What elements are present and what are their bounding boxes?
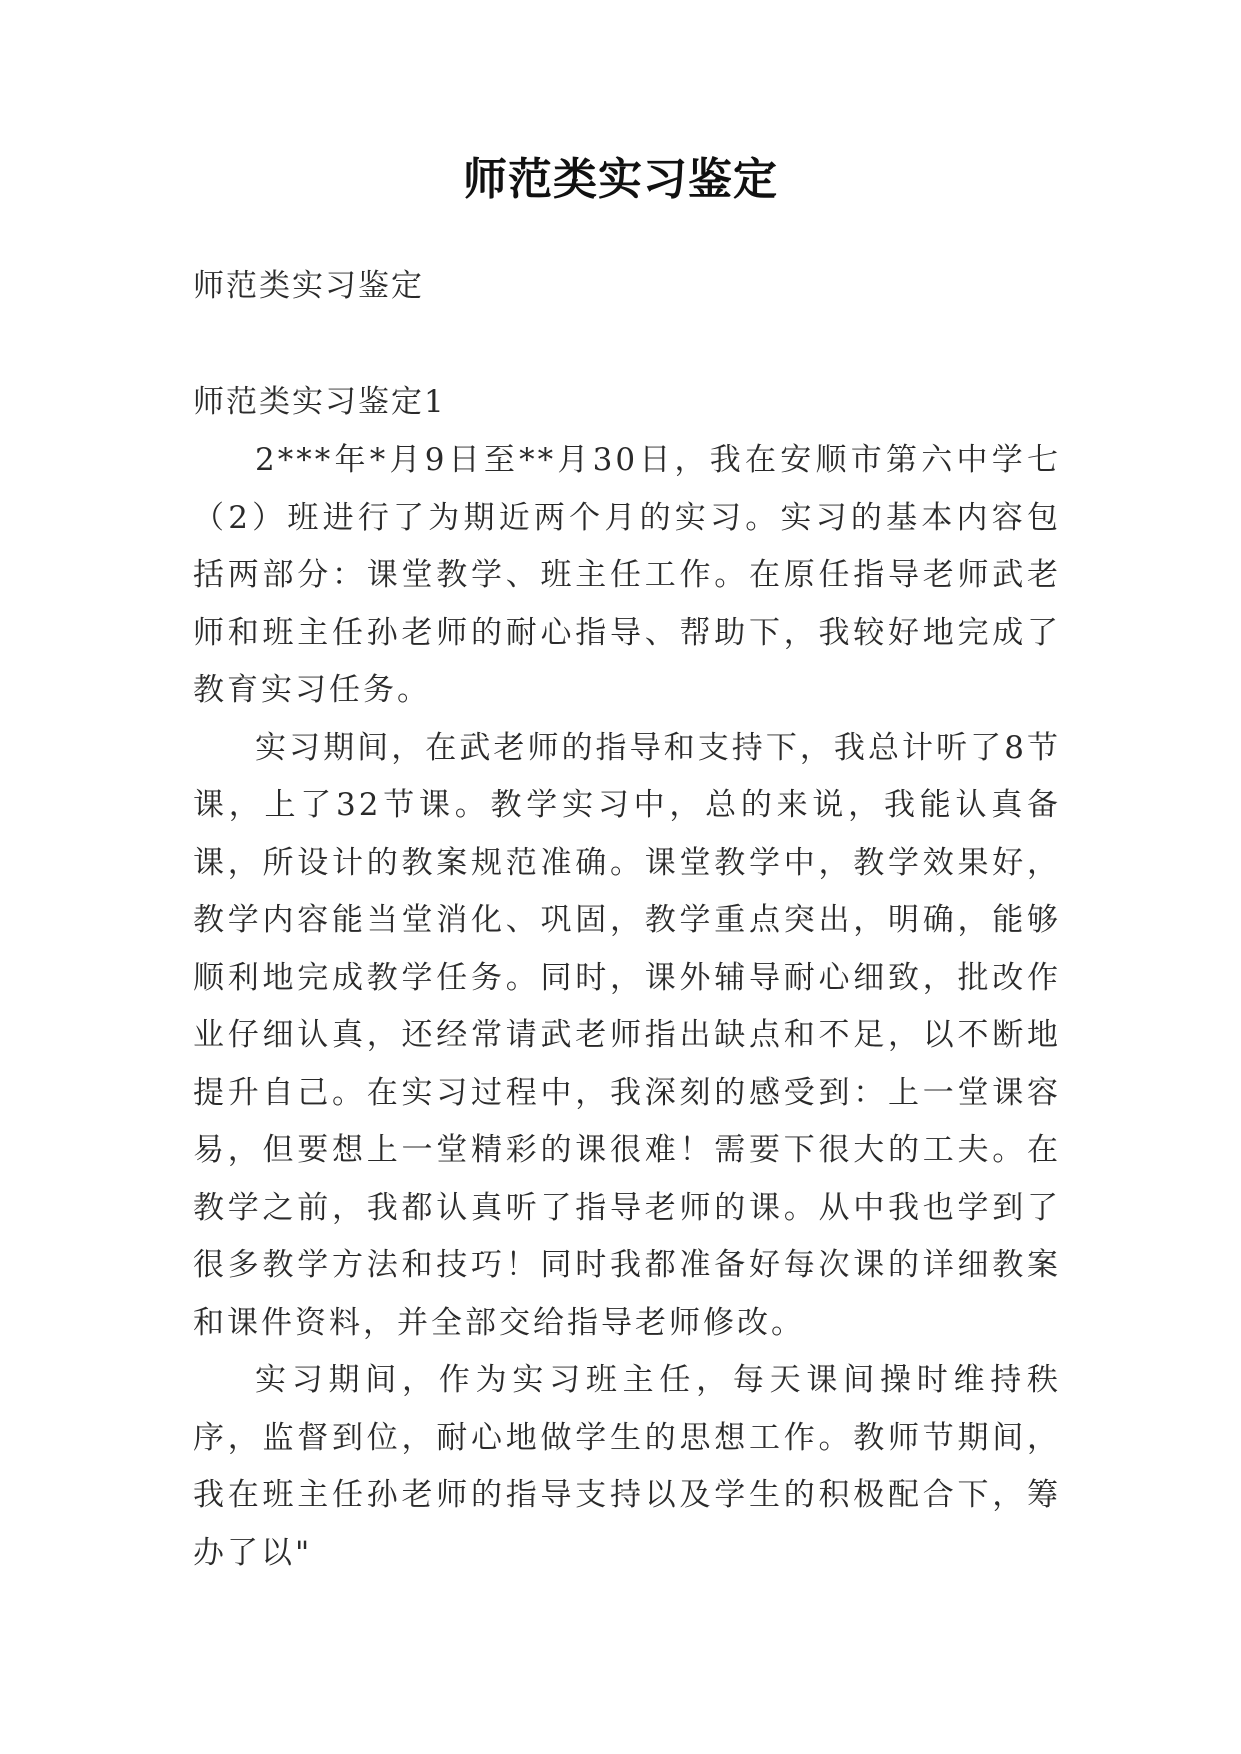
paragraph-3: 实习期间，作为实习班主任，每天课间操时维持秩序，监督到位，耐心地做学生的思想工作。教师节期间，我在班主任孙老师的指导支持以及学生的积极配合下，筹办了以": [193, 1362, 1061, 1571]
section-heading: 师范类实习鉴定1: [193, 384, 446, 420]
document-body: [193, 256, 1061, 1582]
document-subtitle: 师范类实习鉴定: [193, 268, 424, 304]
paragraph-1: 2***年*月9日至**月30日，我在安顺市第六中学七（2）班进行了为期近两个月的实习。实习的基本内容包括两部分：课堂教学、班主任工作。在原任指导老师武老师和班主任孙老师的耐心指导、帮助下，我较好地完成了教育实习任务。: [193, 442, 1061, 708]
paragraph-2: 实习期间，在武老师的指导和支持下，我总计听了8节课，上了32节课。教学实习中，总的来说，我能认真备课，所设计的教案规范准确。课堂教学中，教学效果好，教学内容能当堂消化、巩固，教学重点突出，明确，能够顺利地完成教学任务。同时，课外辅导耐心细致，批改作业仔细认真，还经常请武老师指出缺点和不足，以不断地提升自己。在实习过程中，我深刻的感受到：上一堂课容易，但要想上一堂精彩的课很难！需要下很大的工夫。在教学之前，我都认真听了指导老师的课。从中我也学到了很多教学方法和技巧！同时我都准备好每次课的详细教案和课件资料，并全部交给指导老师修改。: [193, 729, 1061, 1341]
document-title: 师范类实习鉴定: [463, 154, 778, 205]
